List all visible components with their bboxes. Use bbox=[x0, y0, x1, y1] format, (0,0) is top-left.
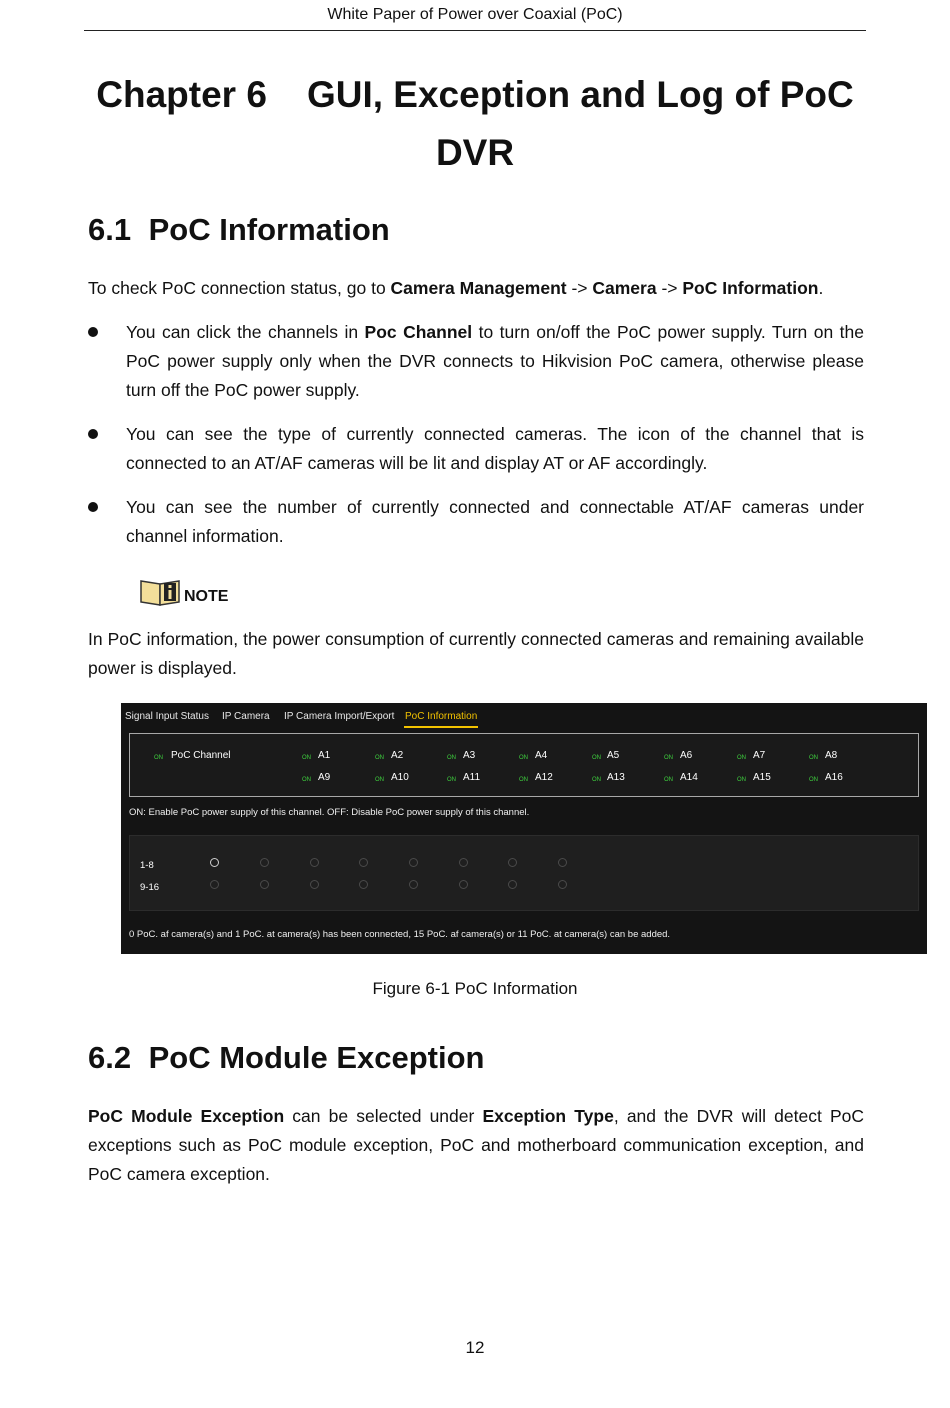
channel-label: A10 bbox=[391, 772, 409, 783]
status-circle-icon bbox=[210, 858, 219, 867]
channel-label: A16 bbox=[825, 772, 843, 783]
poc-information-screenshot bbox=[121, 703, 927, 954]
status-circle-icon bbox=[210, 880, 219, 889]
channel-toggle-a15[interactable]: ON bbox=[737, 777, 746, 783]
menu-camera: Camera bbox=[592, 278, 657, 298]
channel-label: A9 bbox=[318, 772, 331, 783]
running-header: White Paper of Power over Coaxial (PoC) bbox=[327, 6, 623, 23]
note-paragraph: In PoC information, the power consumption of currently connected cameras and remaining available power is displayed. bbox=[88, 629, 864, 678]
chapter-title bbox=[84, 66, 866, 182]
section-number: 6.1 bbox=[88, 212, 132, 247]
row-label-9-16: 9-16 bbox=[140, 882, 160, 893]
status-circle-icon bbox=[508, 858, 517, 867]
bullet-item-2: You can see the type of currently connected cameras. The icon of the channel that is connected to an AT/AF cameras will be lit and display AT or AF accordingly. bbox=[126, 424, 864, 473]
status-circle-icon bbox=[558, 880, 567, 889]
channel-toggle-a8[interactable]: ON bbox=[809, 755, 818, 761]
tab-signal-input-status[interactable]: Signal Input Status bbox=[125, 711, 209, 722]
bullet-text: to turn on/off the PoC power supply. Turn on the PoC power supply only when the DVR connects to Hikvision PoC camera, otherwise please turn off the PoC power supply. bbox=[126, 322, 864, 400]
channel-label: A6 bbox=[680, 750, 693, 761]
channel-label: A15 bbox=[753, 772, 771, 783]
channel-toggle-a9[interactable]: ON bbox=[302, 777, 311, 783]
channel-toggle-a5[interactable]: ON bbox=[592, 755, 601, 761]
channel-label: A7 bbox=[753, 750, 766, 761]
section-title: PoC Information bbox=[148, 212, 390, 247]
bullet-icon bbox=[88, 502, 98, 512]
section-title: PoC Module Exception bbox=[148, 1040, 485, 1075]
camera-status-panel bbox=[129, 835, 919, 911]
bullet-item-3: You can see the number of currently connected and connectable AT/AF cameras under channel information. bbox=[126, 497, 864, 546]
channel-toggle-a11[interactable]: ON bbox=[447, 777, 456, 783]
poc-summary-text: 0 PoC. af camera(s) and 1 PoC. at camera(s) has been connected, 15 PoC. af camera(s) or 11 PoC. at camera(s) can be added. bbox=[129, 929, 671, 940]
menu-poc-information: PoC Information bbox=[682, 278, 819, 298]
channel-toggle-a3[interactable]: ON bbox=[447, 755, 456, 761]
section-number: 6.2 bbox=[88, 1040, 132, 1075]
section-heading-poc-module-exception bbox=[88, 1040, 484, 1076]
poc-channel-label: PoC Channel bbox=[171, 750, 231, 761]
channel-toggle-a7[interactable]: ON bbox=[737, 755, 746, 761]
channel-toggle-a10[interactable]: ON bbox=[375, 777, 384, 783]
paragraph-text: , and the DVR will detect PoC exceptions such as PoC module exception, PoC and motherboard communication exception, and PoC camera exception. bbox=[88, 1106, 864, 1184]
term-exception-type: Exception Type bbox=[482, 1106, 614, 1126]
bullet-bold: Poc Channel bbox=[364, 322, 473, 342]
channel-toggle-a13[interactable]: ON bbox=[592, 777, 601, 783]
channel-label: A5 bbox=[607, 750, 620, 761]
figure-caption: Figure 6-1 PoC Information bbox=[372, 979, 578, 998]
poc-channel-panel bbox=[129, 733, 919, 797]
arrow-separator: -> bbox=[656, 278, 683, 298]
intro-paragraph bbox=[88, 274, 864, 303]
note-label: NOTE bbox=[184, 588, 229, 605]
info-book-icon bbox=[140, 578, 180, 606]
bullet-icon bbox=[88, 429, 98, 439]
active-tab-indicator bbox=[404, 726, 478, 728]
channel-label: A4 bbox=[535, 750, 548, 761]
status-circle-icon bbox=[558, 858, 567, 867]
bullet-icon bbox=[88, 327, 98, 337]
term-poc-module-exception: PoC Module Exception bbox=[88, 1106, 285, 1126]
page-number: 12 bbox=[465, 1338, 485, 1357]
chapter-title-line2: DVR bbox=[435, 132, 515, 173]
header-rule bbox=[84, 30, 866, 31]
paragraph-text: can be selected under bbox=[284, 1106, 483, 1126]
channel-label: A2 bbox=[391, 750, 404, 761]
channel-toggle-a12[interactable]: ON bbox=[519, 777, 528, 783]
channel-toggle-a14[interactable]: ON bbox=[664, 777, 673, 783]
channel-toggle-a2[interactable]: ON bbox=[375, 755, 384, 761]
tab-poc-information[interactable]: PoC Information bbox=[405, 711, 478, 722]
section-heading-poc-information bbox=[88, 212, 390, 248]
poc-hint-text: ON: Enable PoC power supply of this channel. OFF: Disable PoC power supply of this channel. bbox=[129, 807, 530, 818]
status-circle-icon bbox=[359, 858, 368, 867]
intro-text: To check PoC connection status, go to bbox=[88, 278, 391, 298]
arrow-separator: -> bbox=[566, 278, 593, 298]
channel-label: A8 bbox=[825, 750, 838, 761]
channel-label: A3 bbox=[463, 750, 476, 761]
tab-ip-camera-import-export[interactable]: IP Camera Import/Export bbox=[284, 711, 395, 722]
channel-label: A14 bbox=[680, 772, 698, 783]
status-circle-icon bbox=[459, 880, 468, 889]
chapter-label: Chapter 6 bbox=[96, 74, 267, 115]
status-circle-icon bbox=[409, 880, 418, 889]
chapter-title-line1: GUI, Exception and Log of PoC bbox=[306, 74, 854, 115]
status-circle-icon bbox=[310, 858, 319, 867]
status-circle-icon bbox=[409, 858, 418, 867]
bullet-item-1 bbox=[126, 318, 864, 405]
channel-label: A12 bbox=[535, 772, 553, 783]
channel-label: A13 bbox=[607, 772, 625, 783]
status-circle-icon bbox=[359, 880, 368, 889]
menu-camera-management: Camera Management bbox=[390, 278, 567, 298]
channel-label: A11 bbox=[463, 772, 481, 783]
status-circle-icon bbox=[260, 858, 269, 867]
channel-toggle-a1[interactable]: ON bbox=[302, 755, 311, 761]
status-circle-icon bbox=[260, 880, 269, 889]
channel-toggle-a4[interactable]: ON bbox=[519, 755, 528, 761]
row-label-1-8: 1-8 bbox=[140, 860, 154, 871]
status-circle-icon bbox=[508, 880, 517, 889]
tab-ip-camera[interactable]: IP Camera bbox=[222, 711, 270, 722]
status-circle-icon bbox=[459, 858, 468, 867]
bullet-text: You can click the channels in bbox=[126, 322, 365, 342]
poc-channel-toggle[interactable]: ON bbox=[154, 755, 163, 761]
status-circle-icon bbox=[310, 880, 319, 889]
period: . bbox=[818, 278, 824, 298]
channel-toggle-a6[interactable]: ON bbox=[664, 755, 673, 761]
channel-toggle-a16[interactable]: ON bbox=[809, 777, 818, 783]
exception-paragraph bbox=[88, 1102, 864, 1189]
channel-label: A1 bbox=[318, 750, 331, 761]
